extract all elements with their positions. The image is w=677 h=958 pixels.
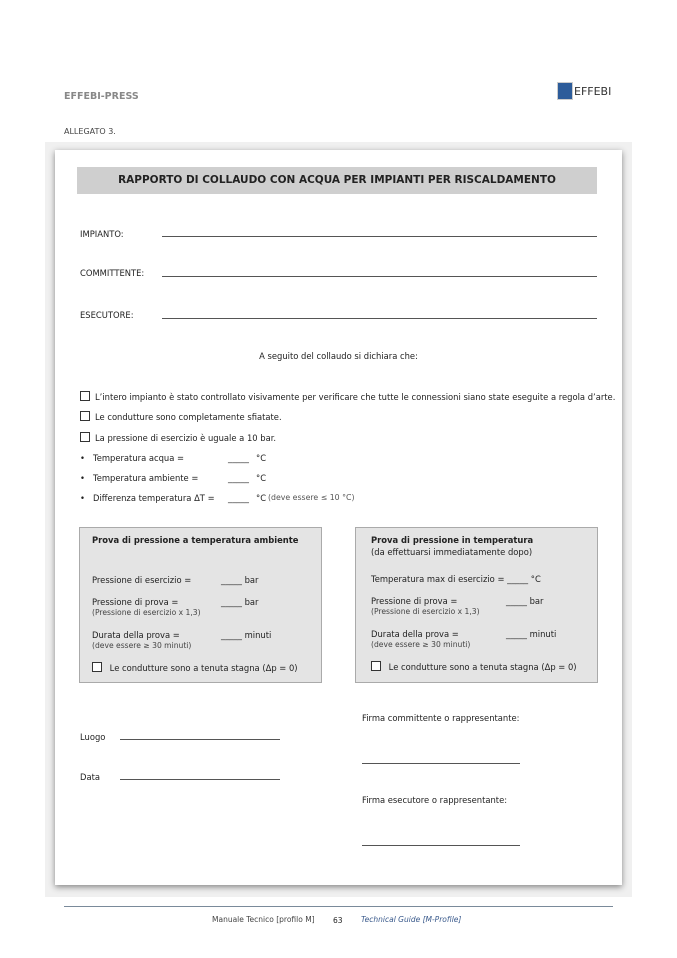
row-note: (Pressione di esercizio x 1,3) — [92, 608, 201, 617]
date-label: Data — [80, 772, 100, 782]
bullet-row: • Temperatura ambiente = _____ °C — [80, 473, 267, 483]
field-input-committente[interactable] — [162, 276, 597, 277]
checkbox[interactable] — [80, 411, 90, 421]
place-input[interactable] — [120, 739, 280, 740]
client-signature-line[interactable] — [362, 763, 520, 764]
check-item[interactable] — [80, 411, 282, 422]
form-title: RAPPORTO DI COLLAUDO CON ACQUA PER IMPIANTI PER RISCALDAMENTO — [77, 167, 597, 194]
row-value[interactable]: _____ minuti — [506, 629, 557, 639]
check-label: Le condutture sono completamente sfiatate. — [95, 412, 282, 422]
field-label-esecutore: ESECUTORE: — [80, 310, 134, 320]
row-label: Pressione di prova = — [371, 596, 458, 606]
contractor-signature-label: Firma esecutore o rappresentante: — [362, 795, 508, 805]
bullet-row: • Differenza temperatura ΔT = _____ °C (deve essere ≤ 10 °C) — [80, 493, 355, 503]
page-number: 63 — [333, 916, 343, 925]
client-signature-label: Firma committente o rappresentante: — [362, 713, 520, 723]
row-note: (deve essere ≥ 30 minuti) — [371, 640, 471, 649]
contractor-signature-line[interactable] — [362, 845, 520, 846]
row-note: (deve essere ≥ 30 minuti) — [92, 641, 192, 650]
row-value[interactable]: _____ bar — [506, 596, 544, 606]
row-label: Pressione di esercizio = — [92, 575, 192, 585]
logo-icon — [557, 82, 573, 100]
check-item[interactable]: Le condutture sono a tenuta stagna (Δp = 0) — [371, 661, 577, 672]
checkbox[interactable] — [80, 391, 90, 401]
bullet-row: • Temperatura acqua = _____ °C — [80, 453, 267, 463]
box-title: Prova di pressione in temperatura — [371, 535, 534, 545]
field-label-committente: COMMITTENTE: — [80, 268, 145, 278]
logo-text: EFFEBI — [574, 84, 612, 98]
row-label: Temperatura max di esercizio = _____ °C — [371, 574, 541, 584]
intro-text: A seguito del collaudo si dichiara che: — [259, 351, 418, 361]
check-item[interactable] — [80, 391, 615, 402]
place-label: Luogo — [80, 732, 106, 742]
check-item[interactable] — [80, 432, 276, 443]
footer-divider — [64, 906, 613, 907]
row-note: (Pressione di esercizio x 1,3) — [371, 607, 480, 616]
field-input-esecutore[interactable] — [162, 318, 597, 319]
test-box-temperature — [355, 527, 598, 683]
row-value[interactable]: _____ minuti — [221, 630, 272, 640]
box-title: Prova di pressione a temperatura ambiente — [92, 535, 299, 545]
row-label: Durata della prova = — [92, 630, 180, 640]
checkbox[interactable] — [92, 662, 102, 672]
footer-right: Technical Guide [M-Profile] — [361, 915, 462, 924]
row-label: Pressione di prova = — [92, 597, 179, 607]
row-value[interactable]: _____ bar — [221, 575, 259, 585]
publisher-name: EFFEBI-PRESS — [64, 91, 139, 102]
date-input[interactable] — [120, 779, 280, 780]
effebi-logo — [557, 82, 611, 100]
check-label: L’intero impianto è stato controllato visivamente per verificare che tutte le connessioni siano state eseguite a regola d’arte. — [95, 392, 616, 402]
checkbox[interactable] — [371, 661, 381, 671]
field-label-impianto: IMPIANTO: — [80, 229, 124, 239]
box-subtitle: (da effettuarsi immediatamente dopo) — [371, 547, 533, 557]
row-value[interactable]: _____ bar — [221, 597, 259, 607]
check-label: La pressione di esercizio è uguale a 10 bar. — [95, 433, 277, 443]
row-label: Durata della prova = — [371, 629, 459, 639]
attachment-label: ALLEGATO 3. — [64, 127, 116, 136]
test-box-ambient — [79, 527, 322, 683]
checkbox[interactable] — [80, 432, 90, 442]
footer-left: Manuale Tecnico [profilo M] — [212, 915, 315, 924]
form-card — [55, 150, 622, 885]
check-item[interactable]: Le condutture sono a tenuta stagna (Δp = 0) — [92, 662, 298, 673]
field-input-impianto[interactable] — [162, 236, 597, 237]
